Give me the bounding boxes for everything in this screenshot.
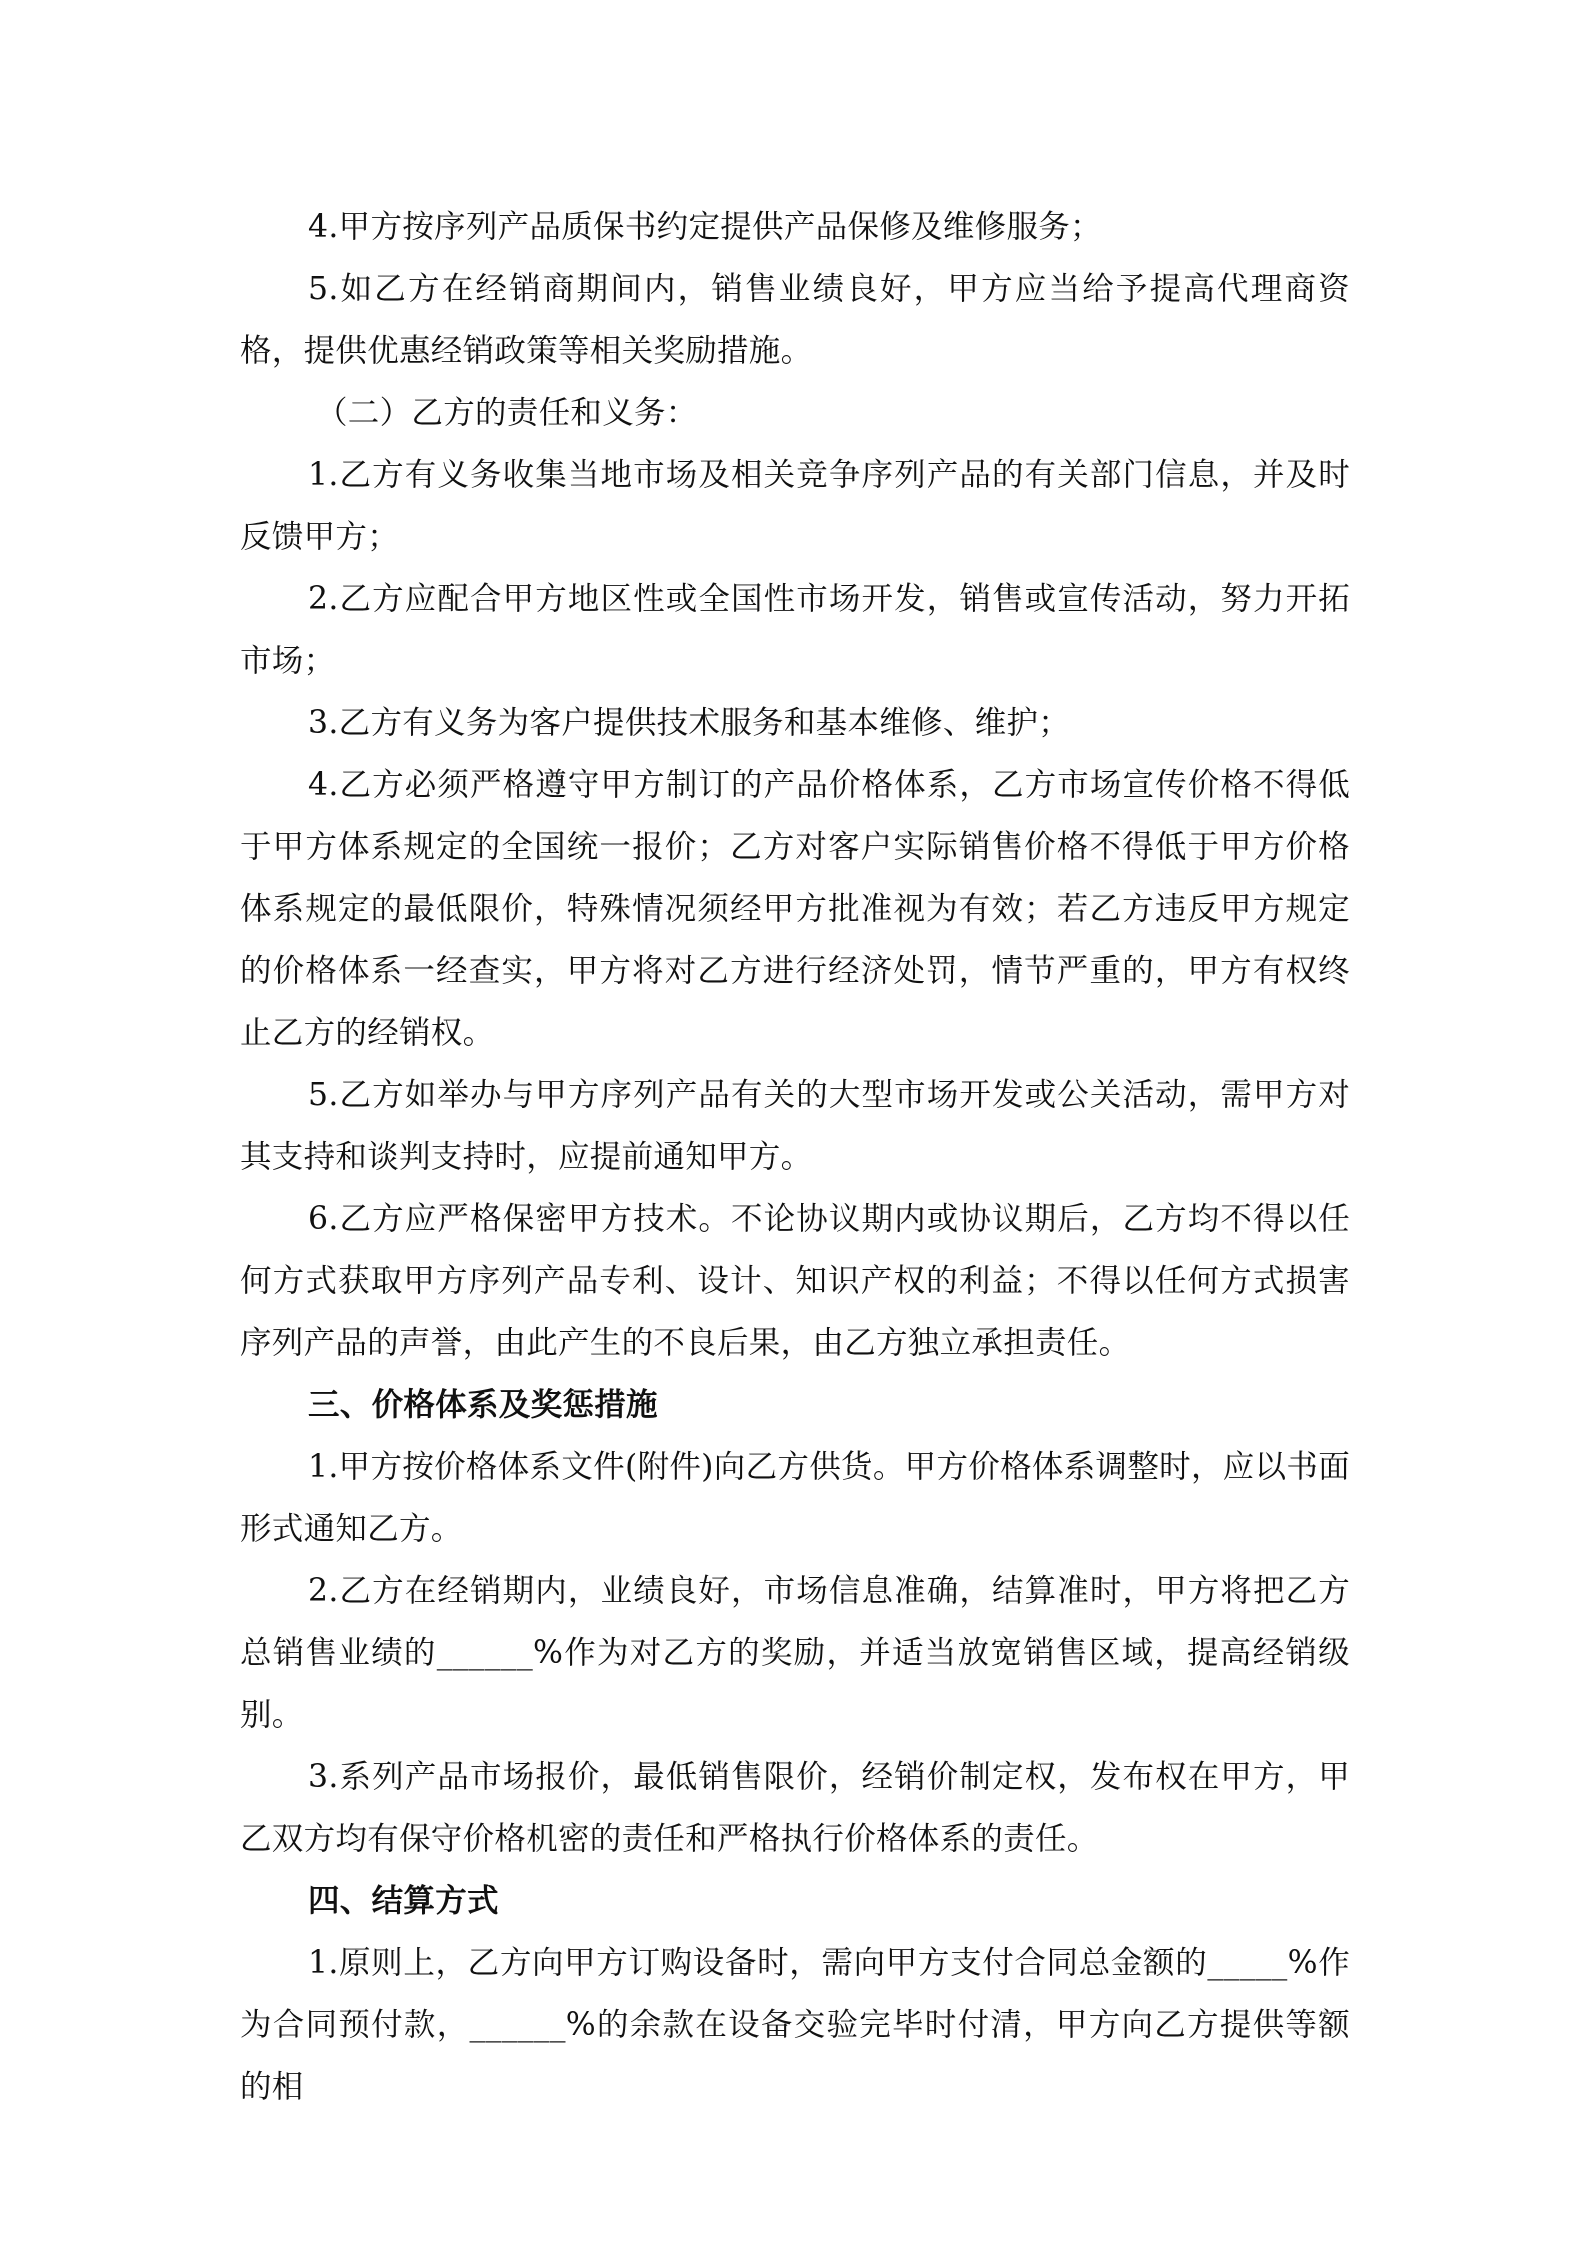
section-heading-settlement: 四、结算方式 — [308, 1882, 499, 1919]
subsection-title-party-b: （二）乙方的责任和义务： — [316, 395, 698, 431]
clause-pricing-2: 2.乙方在经销期内，业绩良好，市场信息准确，结算准时，甲方将把乙方总销售业绩的______%作为对乙方的奖励，并适当放宽销售区域，提高经销级别。 — [240, 1573, 1350, 1733]
clause-b1: 1.乙方有义务收集当地市场及相关竞争序列产品的有关部门信息，并及时反馈甲方； — [240, 457, 1350, 555]
clause-pricing-3: 3.系列产品市场报价，最低销售限价，经销价制定权，发布权在甲方，甲乙双方均有保守价格机密的责任和严格执行价格体系的责任。 — [240, 1759, 1350, 1857]
clause-b5: 5.乙方如举办与甲方序列产品有关的大型市场开发或公关活动，需甲方对其支持和谈判支持时，应提前通知甲方。 — [240, 1077, 1350, 1175]
clause-b2: 2.乙方应配合甲方地区性或全国性市场开发，销售或宣传活动，努力开拓市场； — [240, 581, 1350, 679]
clause-b4: 4.乙方必须严格遵守甲方制订的产品价格体系，乙方市场宣传价格不得低于甲方体系规定的全国统一报价；乙方对客户实际销售价格不得低于甲方价格体系规定的最低限价，特殊情况须经甲方批准视为有效；若乙方违反甲方规定的价格体系一经查实，甲方将对乙方进行经济处罚，情节严重的，甲方有权终止乙方的经销权。 — [240, 767, 1350, 1051]
clause-a5: 5.如乙方在经销商期间内，销售业绩良好，甲方应当给予提高代理商资格，提供优惠经销政策等相关奖励措施。 — [240, 271, 1350, 369]
clause-b6: 6.乙方应严格保密甲方技术。不论协议期内或协议期后，乙方均不得以任何方式获取甲方序列产品专利、设计、知识产权的利益；不得以任何方式损害序列产品的声誉，由此产生的不良后果，由乙方独立承担责任。 — [240, 1201, 1350, 1361]
document-body — [240, 196, 1350, 2118]
clause-pricing-1: 1.甲方按价格体系文件(附件)向乙方供货。甲方价格体系调整时，应以书面形式通知乙方。 — [240, 1449, 1350, 1547]
clause-b3: 3.乙方有义务为客户提供技术服务和基本维修、维护； — [308, 705, 1071, 741]
clause-a4: 4.甲方按序列产品质保书约定提供产品保修及维修服务； — [308, 209, 1102, 245]
section-heading-pricing: 三、价格体系及奖惩措施 — [308, 1386, 658, 1423]
clause-settlement-1: 1.原则上，乙方向甲方订购设备时，需向甲方支付合同总金额的_____%作为合同预付款，______%的余款在设备交验完毕时付清，甲方向乙方提供等额的相 — [240, 1945, 1350, 2105]
